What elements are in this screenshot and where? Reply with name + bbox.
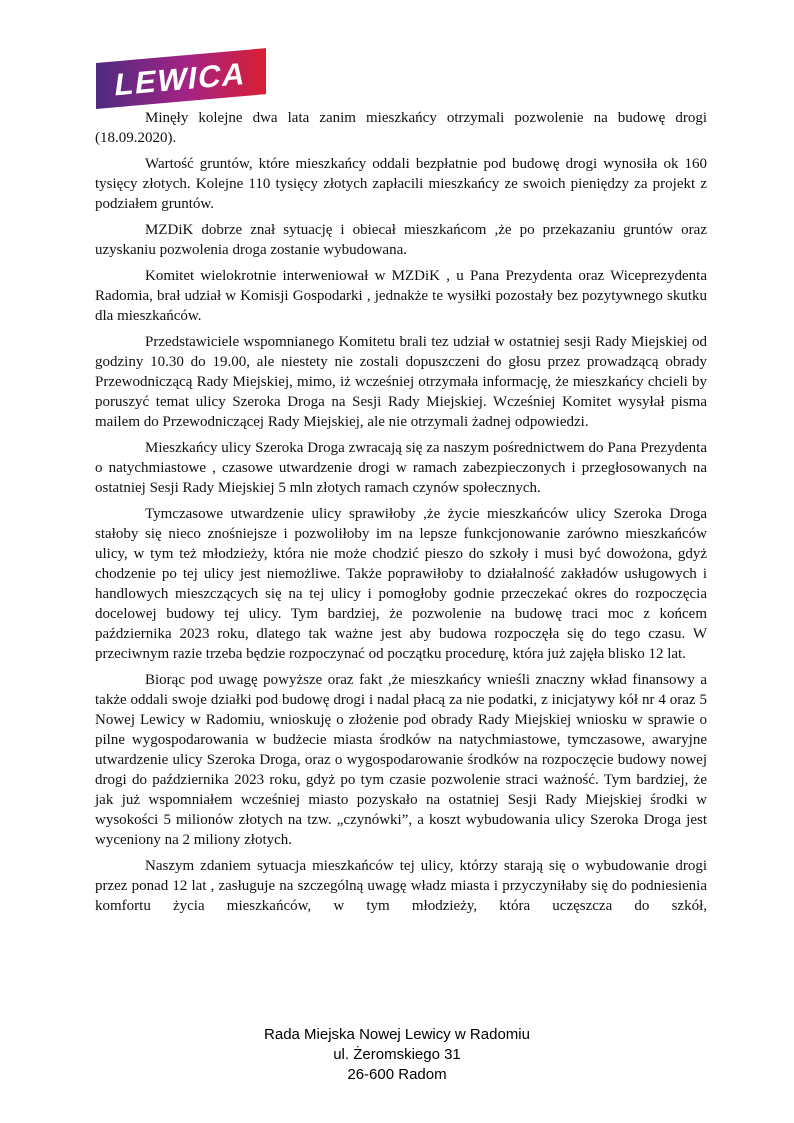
paragraph-3: MZDiK dobrze znał sytuację i obiecał mieszkańcom ,że po przekazaniu gruntów oraz uzyskaniu pozwolenia droga zostanie wybudowana. <box>95 222 707 258</box>
paragraph-6: Mieszkańcy ulicy Szeroka Droga zwracają się za naszym pośrednictwem do Pana Prezydenta o natychmiastowe , czasowe utwardzenie drogi w ramach zabezpieczonych i przegłosowanych na ostatniej Sesji Rady Miejskiej 5 mln złotych ramach czynów społecznych. <box>95 440 707 496</box>
paragraph-8: Biorąc pod uwagę powyższe oraz fakt ,że mieszkańcy wnieśli znaczny wkład finansowy a także oddali swoje działki pod budowę drogi i nadal płacą za nie podatki, z inicjatywy kół nr 4 oraz 5 Nowej Lewicy w Radomiu, wnioskuję o złożenie pod obrady Rady Miejskiej wniosku w sprawie o pilne wygospodarowania w budżecie miasta środków na natychmiastowe, tymczasowe, awaryjne utwardzenie ulicy Szeroka Droga, oraz o wygospodarowanie środków na rozpoczęcie budowy nowej drogi do października 2023 roku, gdyż po tym czasie pozwolenie straci ważność. Tym bardziej, że jak już wspomniałem wcześniej miasto pozyskało na ostatniej Sesji Rady Miejskiej środki w wysokości 5 milionów złotych na tzw. „czynówki”, a koszt wybudowania ulicy Szeroka Droga jest wyceniony na 2 miliony złotych. <box>95 672 707 848</box>
footer-org-name: Rada Miejska Nowej Lewicy w Radomiu <box>264 1026 530 1043</box>
document-footer <box>0 1025 794 1085</box>
paragraph-2: Wartość gruntów, które mieszkańcy oddali bezpłatnie pod budowę drogi wynosiła ok 160 tysięcy złotych. Kolejne 110 tysięcy złotych zapłacili mieszkańcy ze swoich pieniędzy za projekt z podziałem gruntów. <box>95 156 707 212</box>
paragraph-9: Naszym zdaniem sytuacja mieszkańców tej ulicy, którzy starają się o wybudowanie drogi przez ponad 12 lat , zasługuje na szczególną uwagę władz miasta i przyczyniłaby się do podniesienia komfortu życia mieszkańców, w tym młodzieży, która uczęszcza do szkół, <box>95 858 707 914</box>
footer-street-address: ul. Żeromskiego 31 <box>333 1046 461 1063</box>
lewica-logo-text: LEWICA <box>112 55 250 103</box>
lewica-logo <box>96 48 266 109</box>
paragraph-1: Minęły kolejne dwa lata zanim mieszkańcy otrzymali pozwolenie na budowę drogi (18.09.2020). <box>95 110 707 146</box>
footer-postal-city: 26-600 Radom <box>347 1066 447 1083</box>
paragraph-7: Tymczasowe utwardzenie ulicy sprawiłoby ,że życie mieszkańców ulicy Szeroka Droga stałoby się nieco znośniejsze i pozwoliłoby im na lepsze funkcjonowanie zarówno mieszkańców ulicy, w tym też młodzieży, która nie może chodzić pieszo do szkoły i musi być dowożona, gdyż chodzenie po tej ulicy jest niemożliwe. Także poprawiłoby to działalność zakładów usługowych i handlowych mieszczących się na tej ulicy i pomogłoby godnie przeczekać okres do rozpoczęcia docelowej budowy tej ulicy. Tym bardziej, że pozwolenie na budowę traci moc z końcem października 2023 roku, dlatego tak ważne jest aby budowa rozpoczęła się do tego czasu. W przeciwnym razie trzeba będzie rozpoczynać od początku procedurę, która już zajęła blisko 12 lat. <box>95 506 707 662</box>
paragraph-4: Komitet wielokrotnie interweniował w MZDiK , u Pana Prezydenta oraz Wiceprezydenta Radomia, brał udział w Komisji Gospodarki , jednakże te wysiłki pozostały bez pozytywnego skutku dla mieszkańców. <box>95 268 707 324</box>
paragraph-5: Przedstawiciele wspomnianego Komitetu brali tez udział w ostatniej sesji Rady Miejskiej od godziny 10.30 do 19.00, ale niestety nie zostali dopuszczeni do głosu przez prowadzącą obrady Przewodniczącą Rady Miejskiej, mimo, iż wcześniej otrzymała informację, że mieszkańcy chcieli by poruszyć temat ulicy Szeroka Droga na Sesji Rady Miejskiej. Wcześniej Komitet wysyłał pisma mailem do Przewodniczącej Rady Miejskiej, ale nie otrzymali żadnej odpowiedzi. <box>95 334 707 430</box>
document-body <box>95 108 707 922</box>
